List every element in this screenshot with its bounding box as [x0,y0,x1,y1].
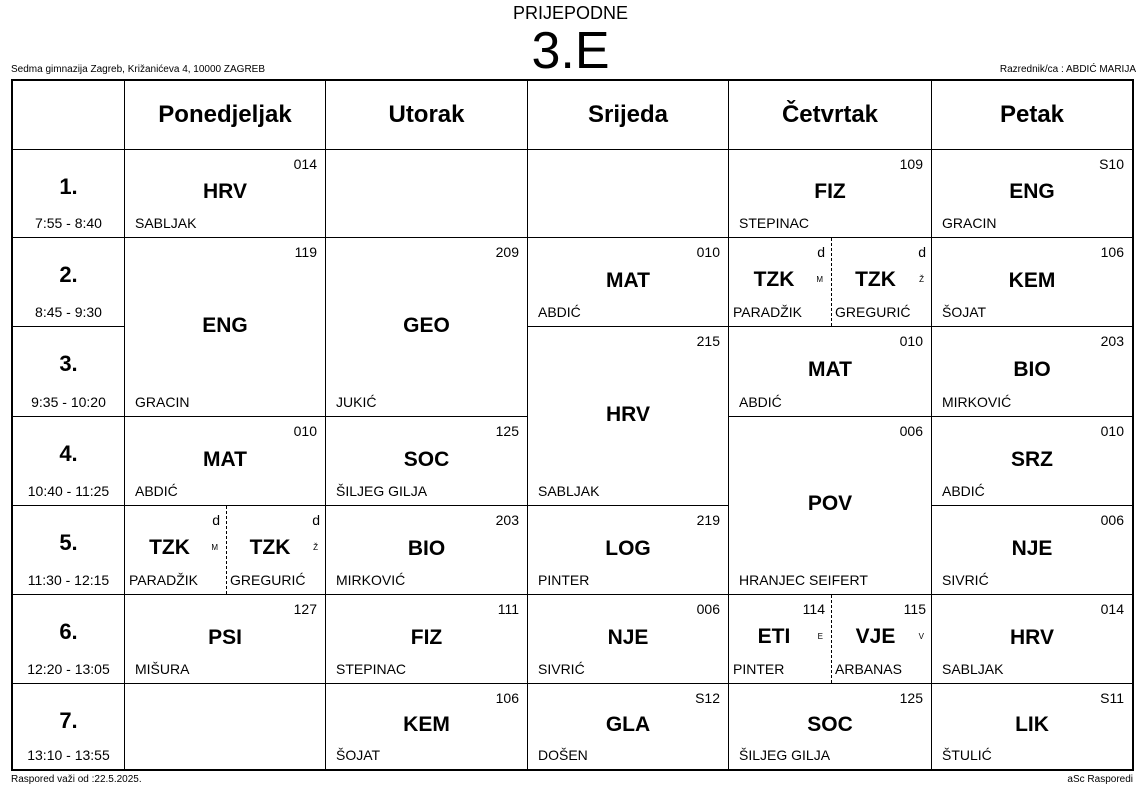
day-name: Petak [999,101,1065,128]
lesson-cell [729,327,932,417]
teacher-name: GRACIN [942,215,997,231]
room-number: 119 [294,244,317,260]
subject-code: MAT [203,447,247,471]
period-number: 3. [59,351,78,376]
lesson-cell [326,506,528,595]
lesson-cell [528,684,729,769]
room-number: 125 [899,690,923,706]
teacher-name: PARADŽIK [733,304,802,320]
lesson-cell [932,595,1132,684]
teacher-name: DOŠEN [538,747,588,763]
room-number: 014 [293,156,317,172]
teacher-name: ŠOJAT [336,747,381,763]
teacher-name: ŠOJAT [942,304,987,320]
subject-code: KEM [403,712,450,736]
room-number: d [212,512,220,528]
room-number: 010 [899,333,923,349]
teacher-name: PARADŽIK [129,572,198,588]
subject-code: NJE [607,625,649,649]
school-info: Sedma gimnazija Zagreb, Križanićeva 4, 10000 ZAGREB [11,64,266,75]
class-title: 3.E [531,22,610,80]
room-number: 114 [802,601,825,617]
subject-code: GEO [403,313,450,337]
subject-code: BIO [1013,358,1051,381]
day-name: Utorak [388,101,465,128]
subject-code: PSI [208,625,242,649]
room-number: 006 [696,601,720,617]
split-lesson [729,595,831,683]
teacher-name: ŠILJEG GILJA [336,483,428,499]
room-number: 010 [293,423,317,439]
room-number: 010 [696,244,720,260]
teacher-name: SABLJAK [135,215,197,231]
room-number: 106 [1100,244,1124,260]
period-time: 13:10 - 13:55 [27,747,110,763]
day-name: Četvrtak [781,101,879,128]
lesson-cell [125,595,326,684]
lesson-cell [932,506,1132,595]
subject-code: GLA [605,712,651,736]
lesson-cell [932,684,1132,769]
subject-code: ETI [757,624,791,648]
empty-slot [125,684,326,769]
split-divider [226,506,227,594]
split-lesson [125,506,226,594]
subject-code: HRV [1010,625,1054,649]
lesson-cell [326,238,528,417]
group-marker: Ž [313,542,318,552]
teacher-name: GREGURIĆ [230,572,306,588]
teacher-name: ABDIĆ [135,483,178,499]
subject-code: TZK [149,535,190,559]
lesson-cell [326,595,528,684]
lesson-cell [528,506,729,595]
subject-code: NJE [1011,536,1053,560]
split-lesson [226,506,326,594]
room-number: 109 [899,156,923,172]
lesson-cell [528,595,729,684]
room-number: S11 [1100,690,1124,706]
teacher-name: ABDIĆ [739,394,782,410]
period-number: 5. [59,530,78,555]
day-name: Ponedjeljak [158,101,292,128]
subject-code: HRV [203,180,247,203]
room-number: d [817,244,825,260]
subject-code: LIK [1015,712,1049,736]
lesson-cell [326,417,528,506]
day-header [326,81,528,150]
period-time: 11:30 - 12:15 [27,572,110,588]
subject-code: SRZ [1011,447,1053,471]
period-label [13,506,125,595]
teacher-name: SIVRIĆ [538,661,585,677]
lesson-cell [932,238,1132,327]
teacher-name: SIVRIĆ [942,572,989,588]
teacher-name: ŠTULIĆ [942,747,992,763]
homeroom-teacher: Razrednik/ca : ABDIĆ MARIJA [999,64,1136,75]
teacher-name: HRANJEC SEIFERT [739,572,868,588]
teacher-name: ŠILJEG GILJA [739,747,831,763]
teacher-name: ABDIĆ [538,304,581,320]
generator-label: aSc Rasporedi [1067,774,1133,785]
lesson-cell [729,595,932,684]
room-number: 219 [696,512,720,528]
teacher-name: STEPINAC [336,661,407,677]
teacher-name: JUKIĆ [336,394,377,410]
split-divider [831,238,832,326]
period-time: 9:35 - 10:20 [31,394,106,410]
group-marker: V [918,631,924,641]
split-divider [831,595,832,683]
subject-code: KEM [1008,268,1056,292]
room-number: S10 [1099,156,1124,172]
period-number: 1. [59,174,78,199]
period-time: 10:40 - 11:25 [27,483,110,499]
room-number: 006 [899,423,923,439]
teacher-name: MIRKOVIĆ [942,394,1012,410]
day-name: Srijeda [587,101,669,128]
subject-code: ENG [1009,180,1055,203]
lesson-cell [528,327,729,506]
room-number: d [312,512,320,528]
subject-code: FIZ [814,180,846,203]
period-label [13,327,125,417]
period-number: 7. [59,708,78,733]
group-marker: M [816,274,823,284]
subject-code: LOG [605,536,651,560]
teacher-name: STEPINAC [739,215,810,231]
period-time: 12:20 - 13:05 [27,661,110,677]
period-time: 7:55 - 8:40 [35,215,102,231]
day-header [528,81,729,150]
lesson-cell [125,238,326,417]
teacher-name: MIRKOVIĆ [336,572,406,588]
teacher-name: GREGURIĆ [835,304,911,320]
lesson-cell [125,417,326,506]
group-marker: E [817,631,823,641]
subject-code: SOC [807,712,853,736]
day-header [125,81,326,150]
room-number: 014 [1100,601,1124,617]
lesson-cell [932,150,1132,238]
room-number: d [918,244,926,260]
group-marker: M [211,542,218,552]
room-number: 203 [495,512,519,528]
room-number: S12 [695,690,720,706]
lesson-cell [125,506,326,595]
corner-cell [13,81,125,150]
period-label [13,684,125,769]
room-number: 127 [293,601,317,617]
period-time: 8:45 - 9:30 [35,304,102,320]
room-number: 010 [1100,423,1124,439]
timetable-grid [11,79,1134,771]
room-number: 006 [1100,512,1124,528]
subject-code: MAT [808,358,852,381]
lesson-cell [326,684,528,769]
day-header [932,81,1132,150]
lesson-cell [729,150,932,238]
subject-code: TZK [753,267,795,291]
teacher-name: SABLJAK [538,483,600,499]
lesson-cell [528,238,729,327]
lesson-cell [932,417,1132,506]
valid-from: Raspored važi od :22.5.2025. [11,774,142,785]
subject-code: FIZ [410,625,443,649]
teacher-name: ABDIĆ [942,483,985,499]
lesson-cell [932,327,1132,417]
teacher-name: SABLJAK [942,661,1004,677]
subject-code: HRV [606,402,650,426]
period-number: 6. [59,619,78,644]
teacher-name: GRACIN [135,394,190,410]
lesson-cell [729,684,932,769]
room-number: 203 [1100,333,1124,349]
period-number: 2. [59,262,78,287]
lesson-cell [729,238,932,327]
period-number: 4. [59,441,78,466]
subject-code: TZK [249,535,291,559]
subject-code: MAT [606,268,650,292]
room-number: 125 [495,423,519,439]
empty-slot [326,150,528,238]
room-number: 215 [696,333,720,349]
day-header [729,81,932,150]
split-lesson [831,238,932,326]
period-label [13,238,125,327]
period-label [13,595,125,684]
teacher-name: ARBANAS [835,661,902,677]
subject-code: TZK [855,267,896,291]
period-label [13,417,125,506]
split-lesson [831,595,932,683]
room-number: 106 [495,690,519,706]
lesson-cell [125,150,326,238]
group-marker: Ž [919,274,924,284]
teacher-name: MIŠURA [135,661,190,677]
subject-code: SOC [403,447,450,471]
room-number: 115 [903,601,926,617]
room-number: 209 [495,244,519,260]
subject-code: ENG [202,313,248,337]
empty-slot [528,150,729,238]
shift-label: PRIJEPODNE [512,3,629,23]
subject-code: VJE [855,624,896,648]
teacher-name: PINTER [733,661,785,677]
teacher-name: PINTER [538,572,590,588]
room-number: 111 [497,601,519,617]
split-lesson [729,238,831,326]
period-label [13,150,125,238]
lesson-cell [729,417,932,595]
subject-code: POV [807,492,853,515]
subject-code: BIO [407,536,446,560]
